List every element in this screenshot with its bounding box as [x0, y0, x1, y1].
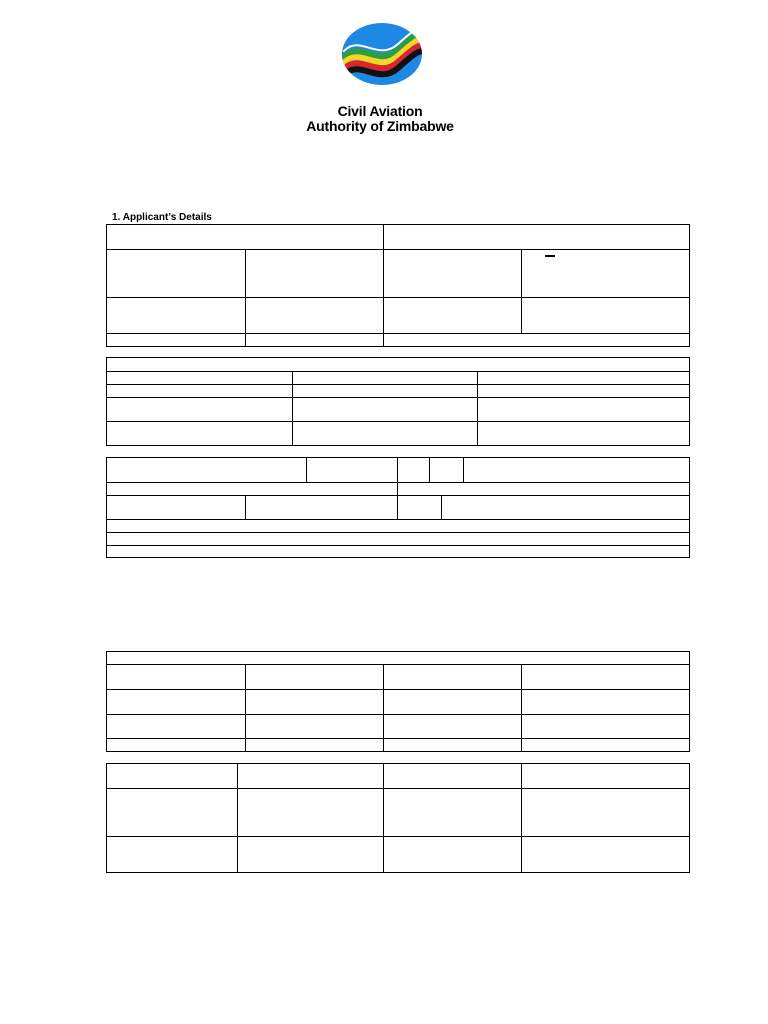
employment-table: [106, 651, 690, 752]
row-divider: [107, 482, 689, 483]
row-divider: [107, 397, 689, 398]
col-divider: [521, 764, 522, 872]
col-divider: [292, 371, 293, 445]
col-divider: [441, 495, 442, 519]
col-divider: [245, 249, 246, 346]
row-divider: [107, 297, 689, 298]
row-divider: [107, 384, 689, 385]
col-divider: [383, 664, 384, 751]
contact-table: [106, 357, 690, 446]
qualifications-table: [106, 763, 690, 873]
col-divider: [383, 225, 384, 346]
row-divider: [107, 371, 689, 372]
row-divider: [107, 421, 689, 422]
col-divider: [463, 458, 464, 482]
col-divider: [429, 458, 430, 482]
col-divider: [306, 458, 307, 482]
row-divider: [107, 249, 689, 250]
row-divider: [107, 545, 689, 546]
applicant-details-table: [106, 224, 690, 347]
row-divider: [107, 664, 689, 665]
row-divider: [107, 333, 689, 334]
personal-info-table: [106, 457, 690, 558]
row-divider: [107, 714, 689, 715]
col-divider: [245, 495, 246, 519]
org-name-line2: Authority of Zimbabwe: [306, 118, 454, 134]
row-divider: [107, 738, 689, 739]
col-divider: [397, 458, 398, 482]
row-divider: [107, 836, 689, 837]
row-divider: [107, 519, 689, 520]
col-divider: [477, 371, 478, 445]
col-divider: [521, 664, 522, 751]
row-divider: [107, 788, 689, 789]
row-divider: [107, 689, 689, 690]
col-divider: [237, 764, 238, 872]
section-heading: 1. Applicant’s Details: [112, 212, 212, 223]
org-name-line1: Civil Aviation: [337, 103, 423, 119]
row-divider: [107, 532, 689, 533]
col-divider: [521, 249, 522, 333]
col-divider: [245, 664, 246, 751]
col-divider: [397, 482, 398, 495]
caaz-logo-icon: [340, 22, 424, 86]
checkbox-mark[interactable]: [545, 255, 555, 257]
col-divider: [397, 495, 398, 519]
col-divider: [383, 764, 384, 872]
row-divider: [107, 495, 689, 496]
